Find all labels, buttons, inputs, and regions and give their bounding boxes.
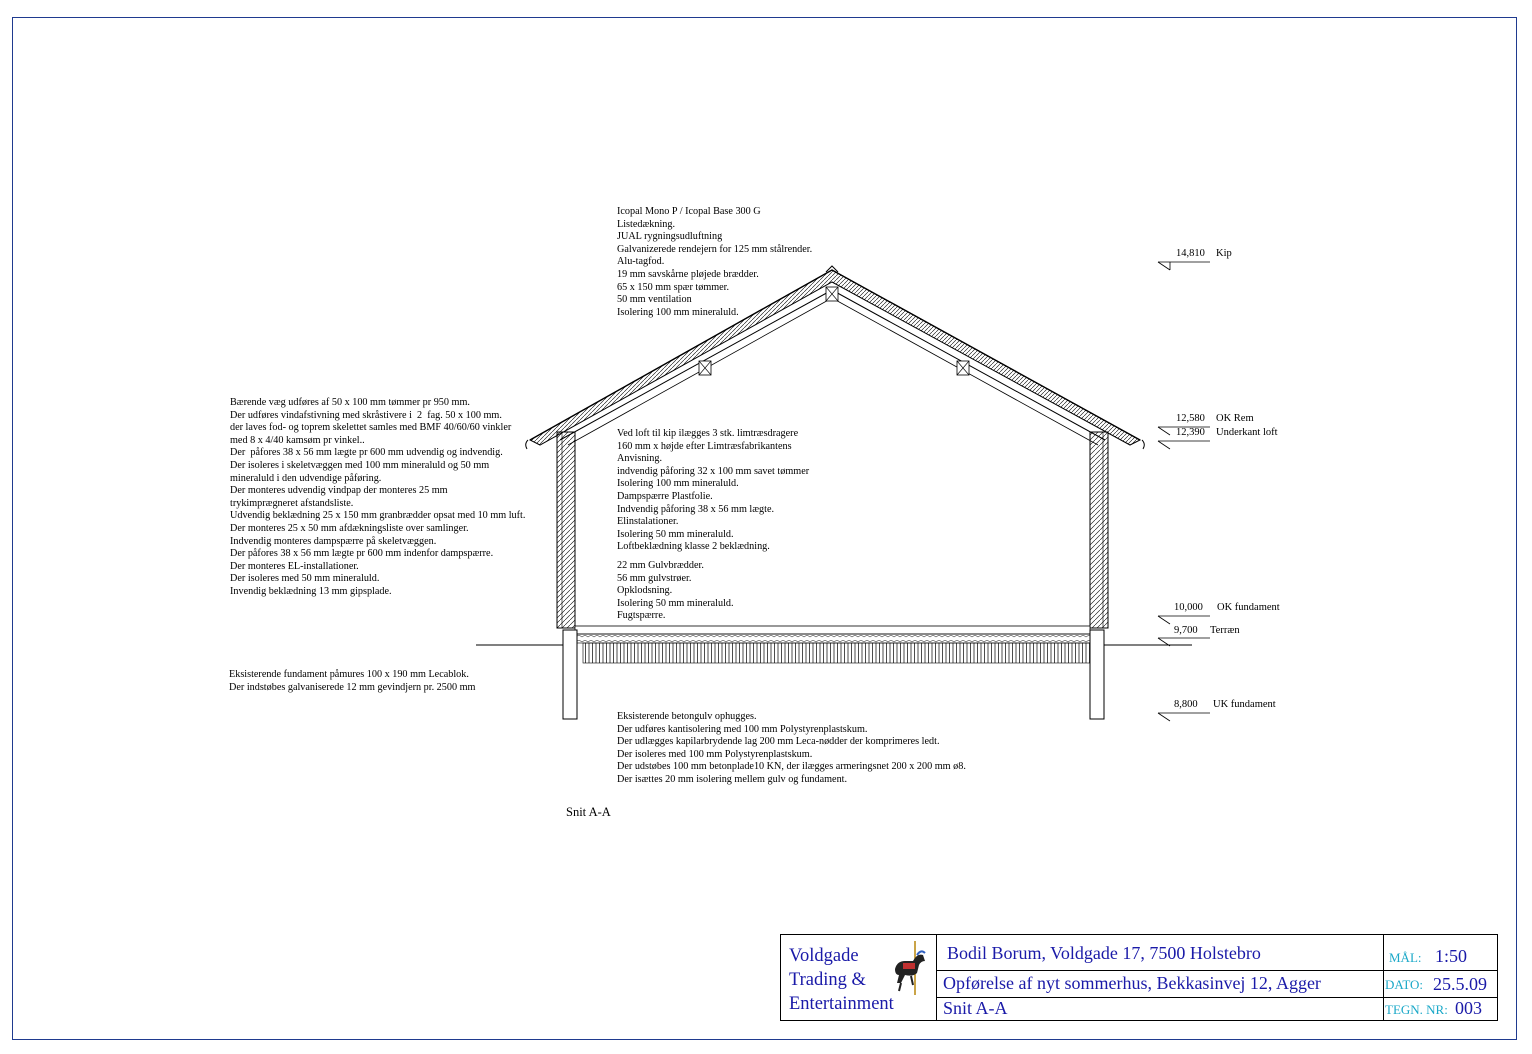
level-value: 12,580 — [1176, 413, 1205, 424]
date-value: 25.5.09 — [1433, 974, 1487, 994]
carousel-horse-logo — [887, 939, 933, 997]
section-caption: Snit A-A — [566, 805, 611, 819]
level-mark-underkant-loft — [1158, 441, 1210, 449]
slab-note: Eksisterende betongulv ophugges. Der udføres kantisolering med 100 mm Polystyrenplastskum. Der udlægges kapilarbrydende lag 200 mm Leca-nødder der komprimeres ledt. Der isoleres med 100 mm Polystyrenplastskum. Der udstøbes 100 mm betonplade10 KN, der ilægges armeringsnet 200 x 200 mm ø8. Der isættes 20 mm isolering mellem gulv og fundament. — [617, 711, 966, 785]
level-mark-ok-fundament — [1158, 616, 1210, 624]
floor-slab — [575, 626, 1090, 663]
foundation-note: Eksisterende fundament påmures 100 x 190 mm Lecablok. Der indstøbes galvaniserede 12 mm gevindjern pr. 2500 mm — [229, 669, 476, 693]
level-label: Kip — [1216, 248, 1232, 259]
company-name: Voldgade Trading & Entertainment — [789, 946, 894, 1014]
roof-note: Icopal Mono P / Icopal Base 300 G Listedækning. JUAL rygningsudluftning Galvanizerede rendejern for 125 mm stålrender. Alu-tagfod. 19 mm savskårne pløjede brædder. 65 x 150 mm spær tømmer. 50 mm ventilation Isolering 100 mm mineraluld. — [617, 206, 813, 318]
client-address: Bodil Borum, Voldgade 17, 7500 Holstebro — [947, 943, 1261, 963]
level-value: 12,390 — [1176, 427, 1205, 438]
level-label: UK fundament — [1213, 699, 1276, 710]
level-value: 14,810 — [1176, 248, 1205, 259]
level-label: OK Rem — [1216, 413, 1254, 424]
date-label: DATO: — [1385, 977, 1424, 992]
drawing-number-label: TEGN. NR: — [1385, 1002, 1448, 1017]
drawing-title: Snit A-A — [943, 998, 1008, 1018]
level-value: 10,000 — [1174, 602, 1203, 613]
level-marks — [1158, 262, 1210, 721]
title-block — [780, 934, 1498, 1021]
scale-value: 1:50 — [1435, 946, 1468, 966]
level-value: 9,700 — [1174, 625, 1198, 636]
drawing-number: 003 — [1455, 998, 1482, 1018]
wall-note: Bærende væg udføres af 50 x 100 mm tømmer pr 950 mm. Der udføres vindafstivning med skråstivere i 2 fag. 50 x 100 mm. der laves fod- og toprem skelettet samles med BMF 40/60/60 vinkler med 8 x 4/40 kamsøm pr vinkel.. Der påfores 38 x 56 mm lægte pr 600 mm udvendig og indvendig. Der isoleres i skeletvæggen med 100 mm mineraluld og 50 mm mineraluld i den udvendige påføring. Der monteres udvendig vindpap der monteres 25 mm trykimprægneret afstandsliste. Udvendig beklædning 25 x 150 mm granbrædder opsat med 10 mm luft. Der monteres 25 x 50 mm afdækningsliste over samlinger. Indvendig monteres dampspærre på skeletvæggen. Der påfores 38 x 56 mm lægte pr 600 mm indenfor dampspærre. Der monteres EL-installationer. Der isoleres med 50 mm mineraluld. Invendig beklædning 13 mm gipsplade. — [230, 397, 526, 597]
scale-label: MÅL: — [1389, 950, 1422, 965]
level-mark-uk-fundament — [1158, 713, 1210, 721]
floor-note: 22 mm Gulvbrædder. 56 mm gulvstrøer. Opklodsning. Isolering 50 mm mineraluld. Fugtspærre. — [617, 560, 734, 622]
level-label: Terræn — [1210, 625, 1240, 636]
level-label: OK fundament — [1217, 602, 1280, 613]
level-label: Underkant loft — [1216, 427, 1278, 438]
level-mark-kip — [1158, 262, 1210, 270]
ceiling-note: Ved loft til kip ilægges 3 stk. limtræsdragere 160 mm x højde efter Limtræsfabrikantens Anvisning. indvendig påforing 32 x 100 mm savet tømmer Isolering 100 mm mineraluld. Dampspærre Plastfolie. Indvendig påforing 38 x 56 mm lægte. Elinstalationer. Isolering 50 mm mineraluld. Loftbeklædning klasse 2 beklædning. — [617, 428, 810, 553]
level-value: 8,800 — [1174, 699, 1198, 710]
project-title: Opførelse af nyt sommerhus, Bekkasinvej 12, Agger — [943, 973, 1321, 993]
